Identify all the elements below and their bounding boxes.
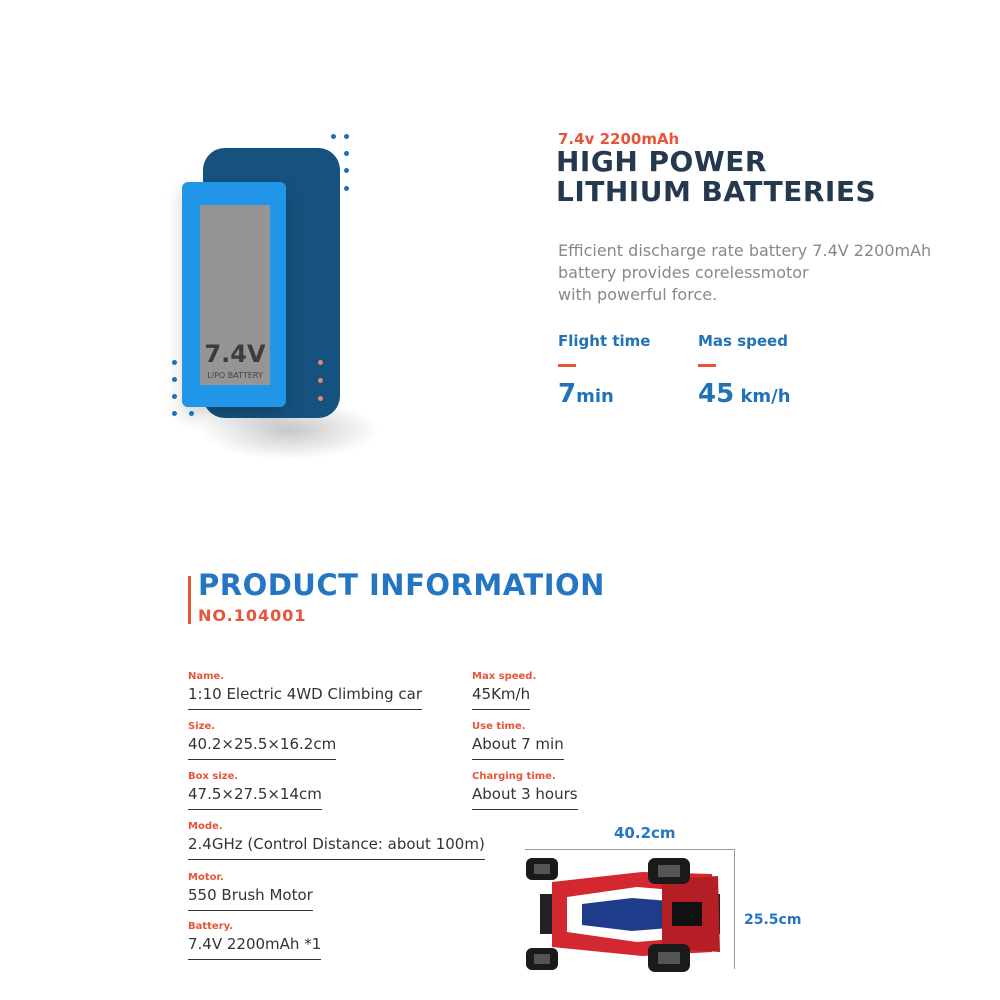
stat-dash xyxy=(558,364,576,367)
field-box-size xyxy=(188,771,322,810)
field-mode xyxy=(188,821,485,860)
description-line: with powerful force. xyxy=(558,285,718,304)
field-label: Charging time. xyxy=(472,771,556,782)
field-label: Name. xyxy=(188,671,225,682)
dimension-line-vertical xyxy=(734,849,735,969)
field-label: Use time. xyxy=(472,721,526,732)
stat-dash xyxy=(698,364,716,367)
decor-dot xyxy=(172,411,177,416)
field-label: Motor. xyxy=(188,872,224,883)
field-value: 45Km/h xyxy=(472,685,530,710)
battery-description xyxy=(558,240,968,306)
description-line: Efficient discharge rate battery 7.4V 2200mAh xyxy=(558,241,932,260)
dimension-line-horizontal xyxy=(525,849,734,850)
stat-label: Flight time xyxy=(558,332,651,350)
field-label: Mode. xyxy=(188,821,223,832)
battery-type-label: LIPO BATTERY xyxy=(207,371,263,380)
section-title: PRODUCT INFORMATION xyxy=(198,568,605,602)
field-motor xyxy=(188,872,313,911)
decor-dot xyxy=(344,134,349,139)
decor-dot xyxy=(331,134,336,139)
field-value: About 3 hours xyxy=(472,785,578,810)
stat-unit: km/h xyxy=(734,386,791,407)
product-number: NO.104001 xyxy=(198,606,307,625)
description-line: battery provides corelessmotor xyxy=(558,263,809,282)
stat-label: Mas speed xyxy=(698,332,788,350)
decor-dot xyxy=(344,151,349,156)
dimension-width: 40.2cm xyxy=(614,824,676,842)
decor-dot xyxy=(318,360,323,365)
field-size xyxy=(188,721,336,760)
stat-value xyxy=(558,379,650,409)
decor-dot xyxy=(318,378,323,383)
battery-voltage-label: 7.4V xyxy=(204,340,266,368)
field-value: 47.5×27.5×14cm xyxy=(188,785,322,810)
rc-car-image xyxy=(522,852,732,977)
headline-line-2: LITHIUM BATTERIES xyxy=(556,175,877,208)
field-label: Max speed. xyxy=(472,671,537,682)
headline-line-1: HIGH POWER xyxy=(556,145,767,178)
field-max-speed xyxy=(472,671,536,710)
field-battery xyxy=(188,921,321,960)
dimension-height: 25.5cm xyxy=(744,912,802,928)
field-value: 40.2×25.5×16.2cm xyxy=(188,735,336,760)
battery-spec-kicker: 7.4v 2200mAh xyxy=(558,130,680,148)
field-value: 7.4V 2200mAh *1 xyxy=(188,935,321,960)
decor-dot xyxy=(189,411,194,416)
headline-title xyxy=(556,147,876,207)
section-accent-bar xyxy=(188,576,191,624)
field-use-time xyxy=(472,721,564,760)
field-name xyxy=(188,671,422,710)
decor-dot xyxy=(318,396,323,401)
stat-flight-time xyxy=(558,332,650,409)
stat-value xyxy=(698,379,791,409)
field-charging-time xyxy=(472,771,578,810)
stat-unit: min xyxy=(576,386,614,407)
stat-number: 45 xyxy=(698,379,735,409)
field-value: 2.4GHz (Control Distance: about 100m) xyxy=(188,835,485,860)
decor-dot xyxy=(344,186,349,191)
field-label: Battery. xyxy=(188,921,234,932)
field-label: Size. xyxy=(188,721,216,732)
decor-dot xyxy=(172,394,177,399)
field-value: About 7 min xyxy=(472,735,564,760)
decor-dot xyxy=(172,360,177,365)
stat-number: 7 xyxy=(558,379,577,409)
decor-dot xyxy=(172,377,177,382)
decor-dot xyxy=(344,168,349,173)
field-value: 1:10 Electric 4WD Climbing car xyxy=(188,685,422,710)
field-value: 550 Brush Motor xyxy=(188,886,313,911)
field-label: Box size. xyxy=(188,771,239,782)
stat-max-speed xyxy=(698,332,791,409)
